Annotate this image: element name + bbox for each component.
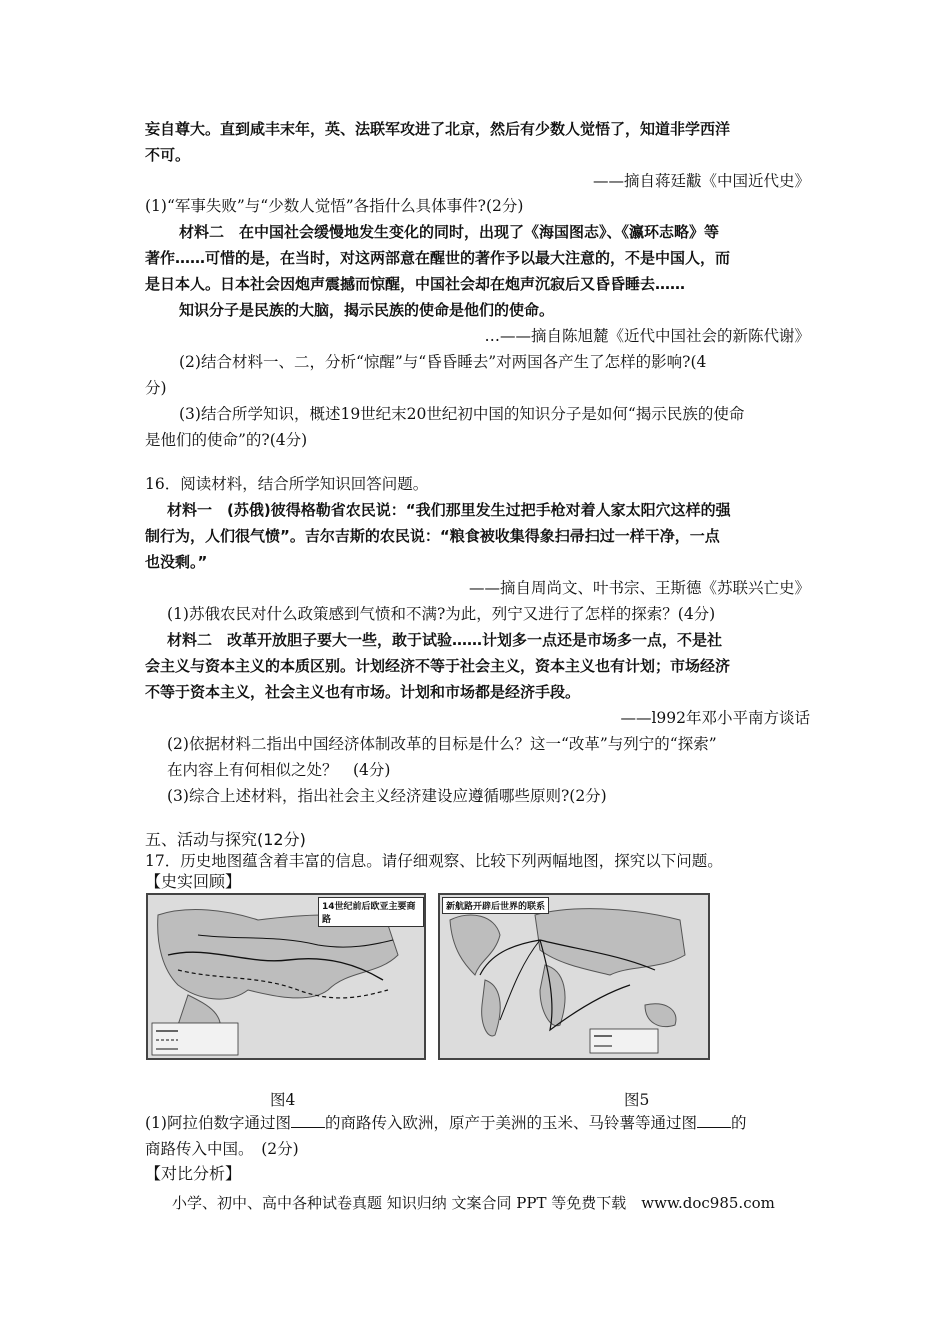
question-16-1: (1)苏俄农民对什么政策感到气愤和不满?为此，列宁又进行了怎样的探索？(4分) (167, 605, 716, 623)
question-16-2-cont: 在内容上有何相似之处？ (4分) (167, 761, 391, 779)
map-4-title: 14世纪前后欧亚主要商路 (318, 897, 424, 927)
question-1: (1)“军事失败”与“少数人觉悟”各指什么具体事件?(2分) (145, 197, 524, 215)
question-16-2: (2)依据材料二指出中国经济体制改革的目标是什么？这一“改革”与列宁的“探索” (167, 735, 717, 753)
source-citation: ——摘自周尚文、叶书宗、王斯德《苏联兴亡史》 (468, 579, 810, 597)
question-2: (2)结合材料一、二，分析“惊醒”与“昏昏睡去”对两国各产生了怎样的影响?(4 (179, 353, 707, 371)
map-5-title: 新航路开辟后世界的联系 (442, 897, 549, 914)
section-label: 【对比分析】 (145, 1164, 242, 1183)
map-figure-4 (146, 893, 426, 1060)
material-2-line: 材料二 在中国社会缓慢地发生变化的同时，出现了《海国图志》、《瀛环志略》等 (179, 223, 720, 241)
material-2-line: 材料二 改革开放胆子要大一些，敢于试验……计划多一点还是市场多一点，不是社 (167, 631, 723, 649)
answer-blank[interactable] (291, 1113, 325, 1128)
question-2-cont: 分) (145, 379, 167, 397)
material-2-line: 知识分子是民族的大脑，揭示民族的使命是他们的使命。 (179, 301, 555, 319)
map-5-graphic (440, 895, 708, 1058)
question-17-1-part-b: 的商路传入欧洲，原产于美洲的玉米、马铃薯等通过图 (324, 1114, 697, 1132)
material-1-line: 材料一 (苏俄)彼得格勒省农民说：“我们那里发生过把手枪对着人家太阳穴这样的强 (167, 501, 731, 519)
page-footer: 小学、初中、高中各种试卷真题 知识归纳 文案合同 PPT 等免费下载 www.doc985.com (172, 1194, 775, 1212)
question-3-cont: 是他们的使命”的?(4分) (145, 431, 308, 449)
material-1-line: 制行为，人们很气愤”。吉尔吉斯的农民说：“粮食被收集得象扫帚扫过一样干净，一点 (145, 527, 720, 545)
question-16-3: (3)综合上述材料，指出社会主义经济建设应遵循哪些原则?(2分) (167, 787, 607, 805)
material-2-line: 是日本人。日本社会因炮声震撼而惊醒，中国社会却在炮声沉寂后又昏昏睡去…… (145, 275, 686, 293)
source-citation: …——摘自陈旭麓《近代中国社会的新陈代谢》 (484, 327, 810, 345)
question-17-1 (145, 1110, 810, 1136)
section-heading: 五、活动与探究(12分) (145, 830, 306, 849)
text-line: 妄自尊大。直到咸丰末年，英、法联军攻进了北京，然后有少数人觉悟了，知道非学西洋 (145, 120, 731, 138)
question-16-title: 16．阅读材料，结合所学知识回答问题。 (145, 475, 429, 493)
section-label: 【史实回顾】 (145, 872, 242, 891)
question-17-1-part-c: 的 (730, 1114, 747, 1132)
material-2-line: 不等于资本主义，社会主义也有市场。计划和市场都是经济手段。 (145, 683, 581, 701)
material-2-line: 会主义与资本主义的本质区别。计划经济不等于社会主义，资本主义也有计划；市场经济 (145, 657, 731, 675)
question-17-1-part-a: (1)阿拉伯数字通过图 (145, 1114, 291, 1132)
question-17: 17．历史地图蕴含着丰富的信息。请仔细观察、比较下列两幅地图，探究以下问题。 (145, 852, 723, 870)
figure-4-caption: 图4 (270, 1091, 296, 1109)
material-1-line: 也没剩。” (145, 553, 208, 571)
text-line: 不可。 (145, 146, 191, 164)
answer-blank[interactable] (697, 1113, 731, 1128)
question-17-1-cont: 商路传入中国。 (2分) (145, 1140, 299, 1158)
map-figure-5 (438, 893, 710, 1060)
question-3: (3)结合所学知识，概述19世纪末20世纪初中国的知识分子是如何“揭示民族的使命 (179, 405, 745, 423)
source-citation: ——摘自蒋廷黻《中国近代史》 (592, 172, 810, 190)
material-2-line: 著作……可惜的是，在当时，对这两部意在醒世的著作予以最大注意的，不是中国人，而 (145, 249, 731, 267)
figure-5-caption: 图5 (624, 1091, 650, 1109)
source-citation: ——l992年邓小平南方谈话 (620, 709, 810, 727)
